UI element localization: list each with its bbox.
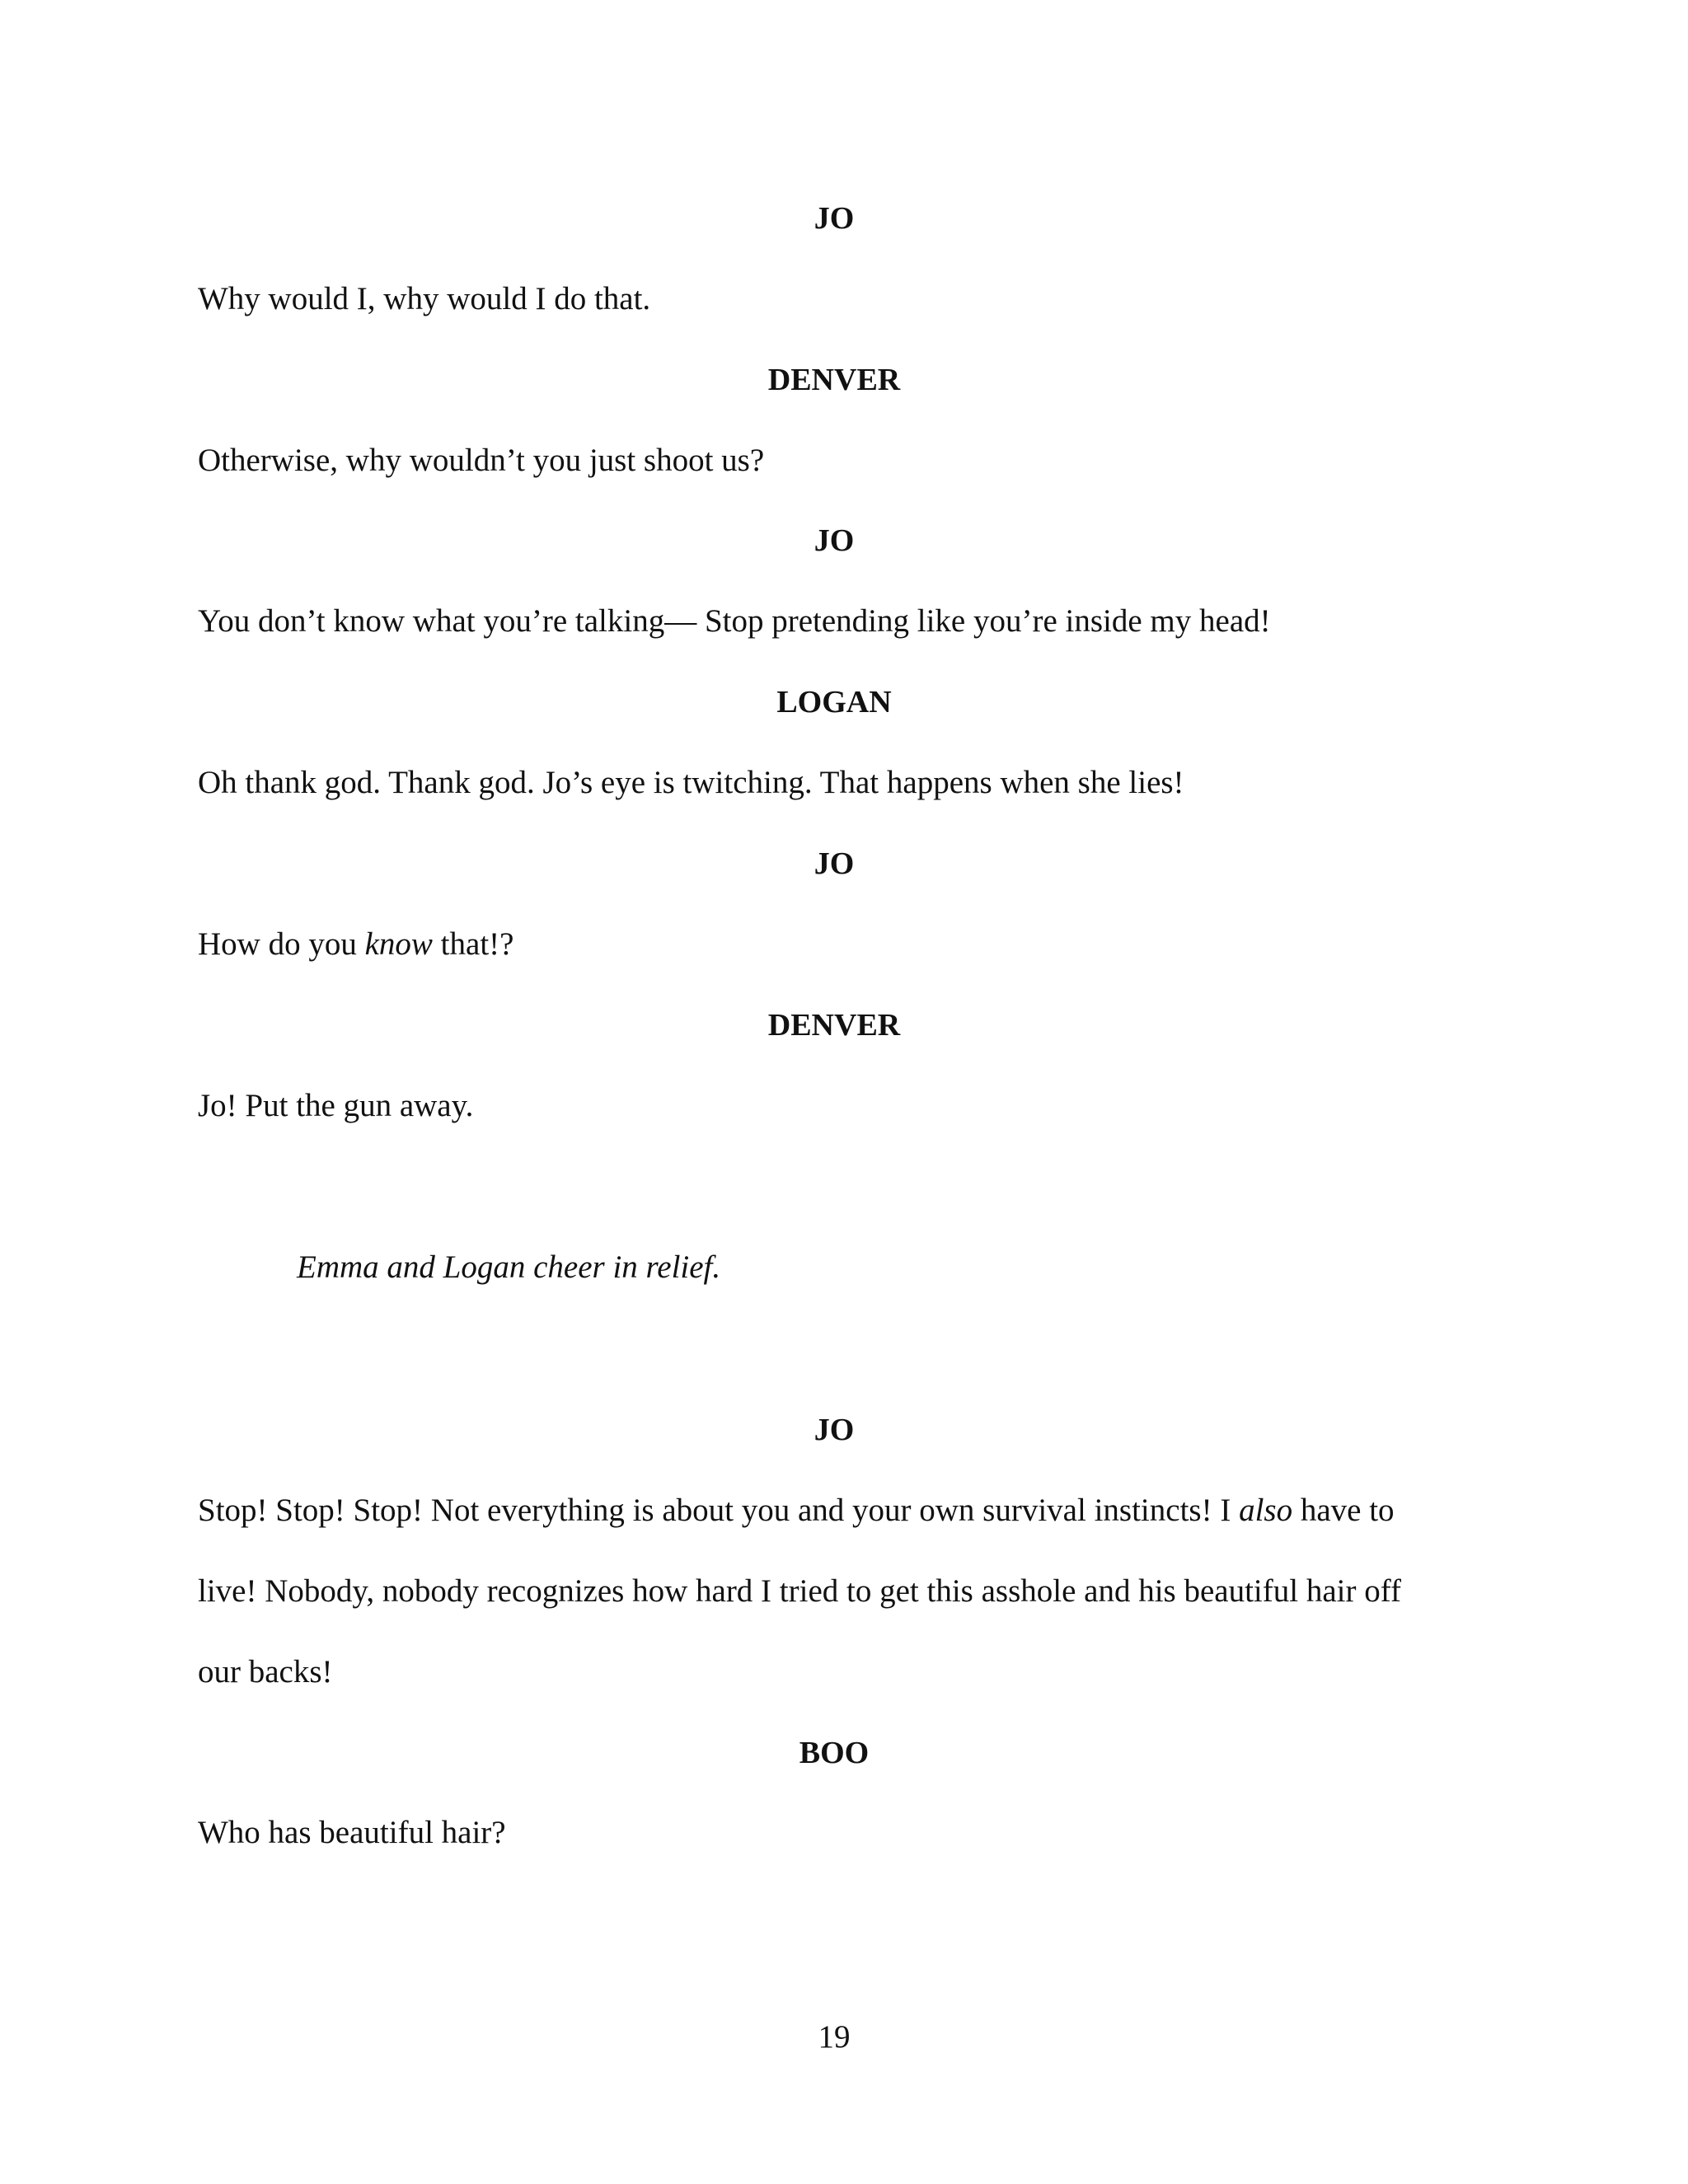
character-name-jo: JO bbox=[814, 846, 855, 881]
dialogue-text: have to bbox=[1292, 1493, 1395, 1528]
emphasized-word: also bbox=[1239, 1493, 1293, 1528]
dialogue-line: live! Nobody, nobody recognizes how hard I tried to get this asshole and his beautiful hair off bbox=[198, 1573, 1401, 1609]
dialogue-line: Jo! Put the gun away. bbox=[198, 1088, 474, 1123]
character-name-jo: JO bbox=[814, 201, 855, 236]
dialogue-line: Who has beautiful hair? bbox=[198, 1815, 506, 1850]
dialogue-line: You don’t know what you’re talking— Stop pretending like you’re inside my head! bbox=[198, 603, 1271, 639]
dialogue-line bbox=[198, 1494, 1395, 1526]
character-name-jo: JO bbox=[814, 523, 855, 558]
character-name-denver: DENVER bbox=[767, 363, 901, 397]
character-name-denver: DENVER bbox=[767, 1008, 901, 1043]
character-name-jo: JO bbox=[814, 1413, 855, 1447]
stage-direction: Emma and Logan cheer in relief. bbox=[297, 1249, 721, 1285]
dialogue-text: that!? bbox=[432, 926, 514, 962]
character-name-boo: BOO bbox=[799, 1736, 870, 1770]
dialogue-text: Stop! Stop! Stop! Not everything is about you and your own survival instincts! I bbox=[198, 1493, 1240, 1528]
dialogue-line bbox=[198, 928, 513, 960]
dialogue-line: Otherwise, why wouldn’t you just shoot us? bbox=[198, 443, 765, 478]
dialogue-line: our backs! bbox=[198, 1654, 333, 1690]
dialogue-line: Why would I, why would I do that. bbox=[198, 281, 651, 316]
dialogue-line: Oh thank god. Thank god. Jo’s eye is twitching. That happens when she lies! bbox=[198, 765, 1184, 800]
dialogue-text: How do you bbox=[198, 926, 365, 962]
page-number: 19 bbox=[818, 2019, 851, 2055]
character-name-logan: LOGAN bbox=[776, 685, 892, 719]
emphasized-word: know bbox=[364, 926, 433, 962]
